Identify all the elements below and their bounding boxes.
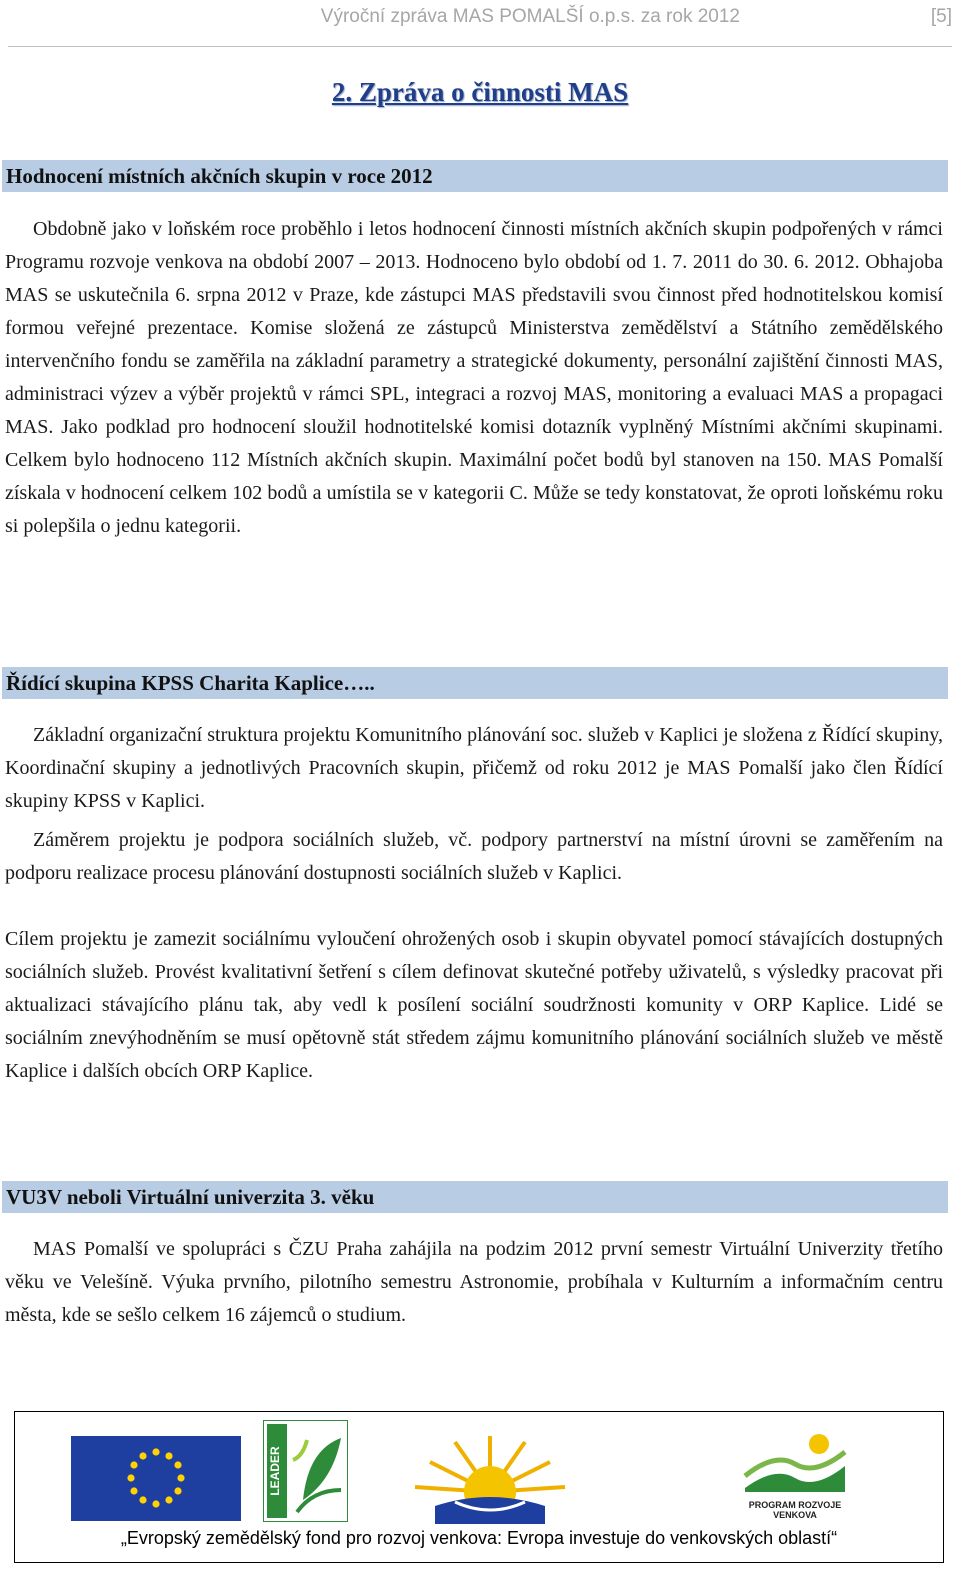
paragraph-kpss-3: Cílem projektu je zamezit sociálnímu vyloučení ohrožených osob i skupin obyvatel pomocí stávajících dostupných sociálních služeb. Provést kvalitativní šetření s cílem definovat skutečné potřeby uživatelů, s výsledky pracovat při aktualizaci stávajícího plánu tak, aby vedl k posílení sociální soudržnosti komunity v ORP Kaplice. Lidé se sociálním znevýhodněním se musí opětovně stát středem zájmu komunitního plánování sociálních služeb ve městě Kaplice i dalších obcích ORP Kaplice.: [5, 928, 943, 1082]
prv-label: PROGRAM ROZVOJE VENKOVA: [748, 1500, 842, 1520]
report-title: Výroční zpráva MAS POMALŠÍ o.p.s. za rok 2012: [320, 6, 740, 27]
page-header: [0, 6, 960, 34]
paragraph-kpss-2: Záměrem projektu je podpora sociálních služeb, vč. podpory partnerství na místní úrovni se zaměřením na podporu realizace procesu plánování dostupnosti sociálních služeb v Kaplici.: [5, 829, 943, 884]
paragraph-vu3v: MAS Pomalší ve spolupráci s ČZU Praha zahájila na podzim 2012 první semestr Virtuální Univerzity třetího věku ve Velešíně. Výuka prvního, pilotního semestru Astronomie, probíhala v Kulturním a informačním centru města, kde se sešlo celkem 16 zájemců o studium.: [5, 1238, 943, 1326]
header-divider: [8, 46, 952, 47]
leader-logo: [263, 1420, 348, 1522]
paragraph-hodnoceni: Obdobně jako v loňském roce proběhlo i letos hodnocení činnosti místních akčních skupin podpořených v rámci Programu rozvoje venkova na období 2007 – 2013. Hodnoceno bylo období od 1. 7. 2011 do 30. 6. 2012. Obhajoba MAS se uskutečnila 6. srpna 2012 v Praze, kde zástupci MAS představili svou činnost před hodnotitelskou komisí formou veřejné prezentace. Komise složená ze zástupců Ministerstva zemědělství a Státního zemědělského intervenčního fondu se zaměřila na základní parametry a strategické dokumenty, personální zajištění činnosti MAS, administraci výzev a výběr projektů v rámci SPL, integraci a rozvoj MAS, monitoring a evaluaci MAS a propagaci MAS. Jako podklad pro hodnocení sloužil hodnotitelské komisi dotazník vyplněný Místními akčními skupinami. Celkem bylo hodnoceno 112 Místních akčních skupin. Maximální počet bodů byl stanoven na 150. MAS Pomalší získala v hodnocení celkem 102 bodů a umístila se v kategorii C. Může se tedy konstatovat, že oproti loňskému roku si polepšila o jednu kategorii.: [5, 218, 943, 537]
leader-label: LEADER: [268, 1446, 282, 1496]
footer-logo-box: [14, 1411, 944, 1563]
section-heading-vu3v: VU3V neboli Virtuální univerzita 3. věku: [2, 1181, 948, 1213]
program-rozvoje-venkova-logo: [735, 1426, 855, 1522]
page-number: [5]: [930, 6, 952, 27]
footer-slogan: „Evropský zemědělský fond pro rozvoj venkova: Evropa investuje do venkovských oblastí“: [120, 1528, 838, 1548]
paragraph-kpss-1: Základní organizační struktura projektu Komunitního plánování soc. služeb v Kaplici je složena z Řídící skupiny, Koordinační skupiny a jednotlivých Pracovních skupin, přičemž od roku 2012 je MAS Pomalší jako člen Řídící skupiny KPSS v Kaplici.: [5, 724, 943, 812]
chapter-title: 2. Zpráva o činnosti MAS: [331, 77, 629, 107]
sun-leaf-logo: [395, 1432, 585, 1524]
eu-flag-logo: [71, 1436, 241, 1521]
section-heading-kpss: Řídící skupina KPSS Charita Kaplice…..: [2, 667, 948, 699]
section-heading-hodnoceni: Hodnocení místních akčních skupin v roce 2012: [2, 160, 948, 192]
